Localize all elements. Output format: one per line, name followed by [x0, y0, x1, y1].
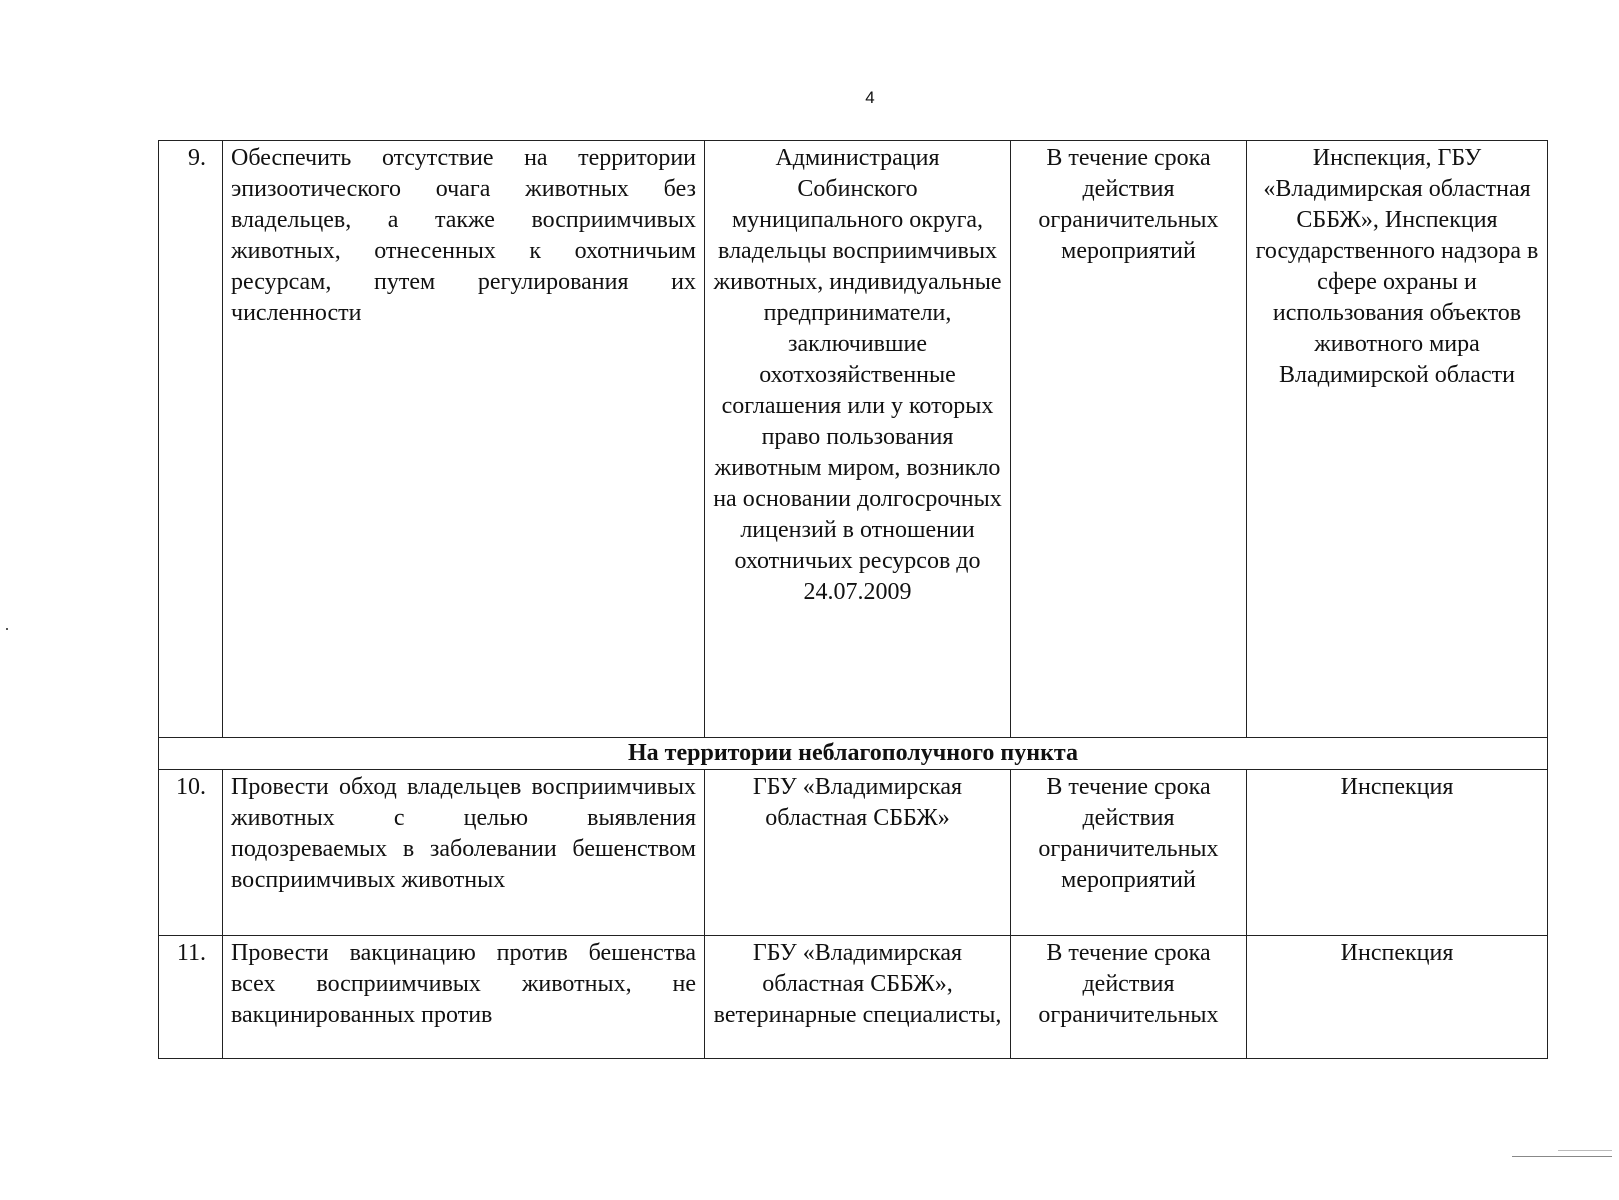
action-cell: [223, 141, 705, 738]
responsible-cell: ГБУ «Владимирская областная СББЖ», ветеринарные специалисты,: [705, 936, 1011, 1059]
control-cell: Инспекция, ГБУ «Владимирская областная СББЖ», Инспекция государственного надзора в сфере охраны и использования объектов животного мира Владимирской области: [1247, 141, 1548, 738]
table-row: [159, 770, 1548, 936]
scan-speck: [6, 628, 8, 630]
measures-table: [158, 140, 1548, 1059]
table-row: [159, 141, 1548, 738]
page-number: 4: [865, 88, 875, 107]
term-cell: В течение срока действия ограничительных: [1011, 936, 1247, 1059]
term-cell: В течение срока действия ограничительных мероприятий: [1011, 141, 1247, 738]
action-text: Провести вакцинацию против бешенства всех восприимчивых животных, не вакцинированных против: [231, 940, 696, 1028]
row-number: 11.: [159, 936, 223, 1059]
control-cell: Инспекция: [1247, 936, 1548, 1059]
action-text: Обеспечить отсутствие на территории эпизоотического очага животных без владельцев, а также восприимчивых животных, отнесенных к охотничьим ресурсам, путем регулирования их численности: [231, 145, 696, 326]
scan-corner-line: [1512, 1156, 1612, 1157]
section-heading-row: [159, 738, 1548, 770]
table-row: [159, 936, 1548, 1059]
action-text: Провести обход владельцев восприимчивых животных с целью выявления подозреваемых в заболевании бешенством восприимчивых животных: [231, 774, 696, 893]
action-cell: [223, 936, 705, 1059]
row-number: 10.: [159, 770, 223, 936]
control-cell: Инспекция: [1247, 770, 1548, 936]
responsible-cell: ГБУ «Владимирская областная СББЖ»: [705, 770, 1011, 936]
action-cell: [223, 770, 705, 936]
scan-corner-line-faint: [1558, 1150, 1612, 1151]
row-number: 9.: [159, 141, 223, 738]
section-heading: На территории неблагополучного пункта: [159, 738, 1548, 770]
term-cell: В течение срока действия ограничительных мероприятий: [1011, 770, 1247, 936]
responsible-cell: Администрация Собинского муниципального округа, владельцы восприимчивых животных, индивидуальные предприниматели, заключившие охотхозяйственные соглашения или у которых право пользования животным миром, возникло на основании долгосрочных лицензий в отношении охотничьих ресурсов до 24.07.2009: [705, 141, 1011, 738]
